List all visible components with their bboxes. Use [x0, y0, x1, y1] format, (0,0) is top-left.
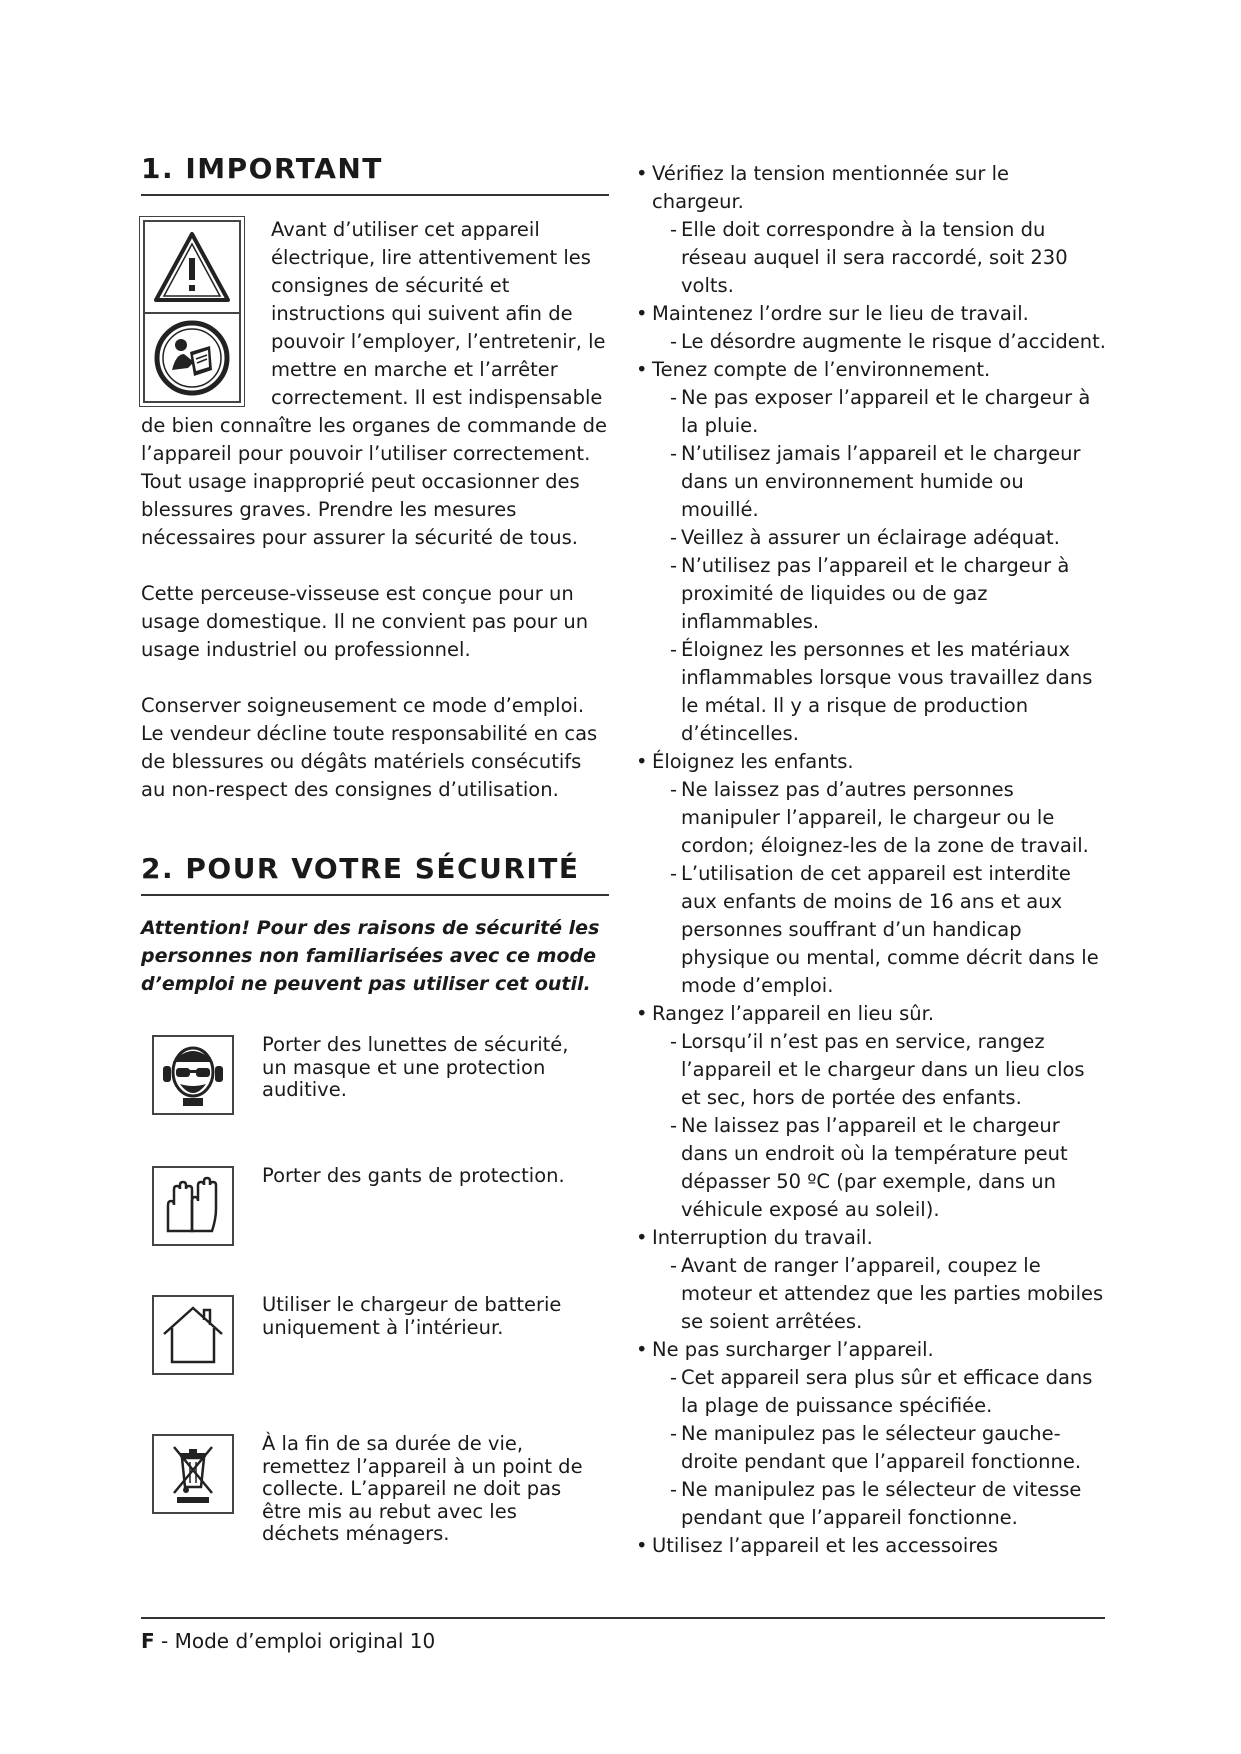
bullet-text: Ne pas surcharger l’appareil.: [652, 1338, 934, 1361]
bullet-text: Interruption du travail.: [652, 1226, 873, 1249]
sub-item: - Avant de ranger l’appareil, coupez le moteur et attendez que les parties mobiles se soient arrêtées.: [652, 1252, 1106, 1336]
sub-item: - Ne laissez pas d’autres personnes manipuler l’appareil, le chargeur ou le cordon; éloignez-les de la zone de travail.: [652, 776, 1106, 860]
page-footer: [141, 1627, 435, 1655]
sub-item: - N’utilisez pas l’appareil et le chargeur à proximité de liquides ou de gaz inflammables.: [652, 552, 1106, 636]
pictogram-row: [141, 1421, 609, 1546]
bullet-text: Vérifiez la tension mentionnée sur le chargeur.: [652, 162, 1010, 213]
bullet-item: [636, 160, 1106, 300]
sub-item: - Ne manipulez pas le sélecteur de vitesse pendant que l’appareil fonctionne.: [652, 1476, 1106, 1532]
pictogram-text: Porter des gants de protection.: [262, 1164, 565, 1187]
sub-item: - Ne manipulez pas le sélecteur gauche-droite pendant que l’appareil fonctionne.: [652, 1420, 1106, 1476]
bullet-text: Tenez compte de l’environnement.: [652, 358, 991, 381]
bullet-item: [636, 1336, 1106, 1532]
sub-item: - Veillez à assurer un éclairage adéquat.: [652, 524, 1106, 552]
safety-gear-icon: [152, 1035, 234, 1115]
pictogram-text: Porter des lunettes de sécurité, un masque et une protection auditive.: [262, 1033, 569, 1101]
footer-divider: [141, 1617, 1105, 1619]
house-icon: [152, 1295, 234, 1375]
intro-block: [141, 216, 609, 552]
bullet-item: [636, 1532, 1106, 1560]
warning-read-manual-pictogram: [143, 220, 241, 403]
sub-item: - Cet appareil sera plus sûr et efficace dans la plage de puissance spécifiée.: [652, 1364, 1106, 1420]
pictogram-text: À la fin de sa durée de vie, remettez l’appareil à un point de collecte. L’appareil ne doit pas être mis au rebut avec les déchets ménagers.: [262, 1432, 583, 1545]
bullet-text: Utilisez l’appareil et les accessoires: [652, 1534, 999, 1557]
safety-bullet-list: [636, 160, 1106, 1560]
sub-item: - Ne pas exposer l’appareil et le chargeur à la pluie.: [652, 384, 1106, 440]
sub-item: - N’utilisez jamais l’appareil et le chargeur dans un environnement humide ou mouillé.: [652, 440, 1106, 524]
sub-item: - L’utilisation de cet appareil est interdite aux enfants de moins de 16 ans et aux personnes souffrant d’un handicap physique ou mental, comme décrit dans le mode d’emploi.: [652, 860, 1106, 1000]
sub-item: - Le désordre augmente le risque d’accident.: [652, 328, 1106, 356]
sub-item: - Elle doit correspondre à la tension du réseau auquel il sera raccordé, soit 230 volts.: [652, 216, 1106, 300]
bullet-item: [636, 748, 1106, 1000]
right-column: [636, 160, 1106, 1560]
pictogram-row: [141, 1022, 609, 1115]
left-column: [141, 152, 609, 1546]
bullet-text: Éloignez les enfants.: [652, 750, 854, 773]
paragraph-liability: Conserver soigneusement ce mode d’emploi. Le vendeur décline toute responsabilité en cas de blessures ou dégâts matériels consécutifs au non-respect des consignes d’utilisation.: [141, 694, 598, 801]
sub-item: - Ne laissez pas l’appareil et le chargeur dans un endroit où la température peut dépasser 50 ºC (par exemple, dans un véhicule exposé au soleil).: [652, 1112, 1106, 1224]
section-1-title: 1. IMPORTANT: [141, 152, 609, 196]
sub-item: - Éloignez les personnes et les matériaux inflammables lorsque vous travaillez dans le métal. Il y a risque de production d’étincelles.: [652, 636, 1106, 748]
section-2-title: 2. POUR VOTRE SÉCURITÉ: [141, 852, 609, 896]
bullet-text: Rangez l’appareil en lieu sûr.: [652, 1002, 935, 1025]
bullet-item: [636, 300, 1106, 356]
bullet-text: Maintenez l’ordre sur le lieu de travail.: [652, 302, 1029, 325]
footer-language-letter: F: [141, 1629, 155, 1653]
crossed-bin-icon: [152, 1434, 234, 1514]
pictogram-row: [141, 1153, 609, 1246]
gloves-icon: [152, 1166, 234, 1246]
read-manual-icon: [152, 318, 232, 398]
attention-note: Attention! Pour des raisons de sécurité les personnes non familiarisées avec ce mode d’emploi ne peuvent pas utiliser cet outil.: [141, 917, 600, 995]
footer-label: - Mode d’emploi original 10: [154, 1629, 436, 1653]
pictogram-row: [141, 1282, 609, 1375]
bullet-item: [636, 1224, 1106, 1336]
sub-item: - Lorsqu’il n’est pas en service, rangez l’appareil et le chargeur dans un lieu clos et sec, hors de portée des enfants.: [652, 1028, 1106, 1112]
intro-paragraph: Avant d’utiliser cet appareil électrique, lire attentivement les consignes de sécurité et instructions qui suivent afin de pouvoir l’employer, l’entretenir, le mettre en marche et l’arrêter correctement. Il est indispensable de bien connaître les organes de commande de l’appareil pour pouvoir l’utiliser correctement. Tout usage inapproprié peut occasionner des blessures graves. Prendre les mesures nécessaires pour assurer la sécurité de tous.: [141, 218, 607, 549]
warning-triangle-icon: [152, 230, 232, 304]
bullet-item: [636, 1000, 1106, 1224]
bullet-item: [636, 356, 1106, 748]
paragraph-usage: Cette perceuse-visseuse est conçue pour un usage domestique. Il ne convient pas pour un usage industriel ou professionnel.: [141, 582, 589, 661]
pictogram-text: Utiliser le chargeur de batterie uniquement à l’intérieur.: [262, 1293, 562, 1339]
